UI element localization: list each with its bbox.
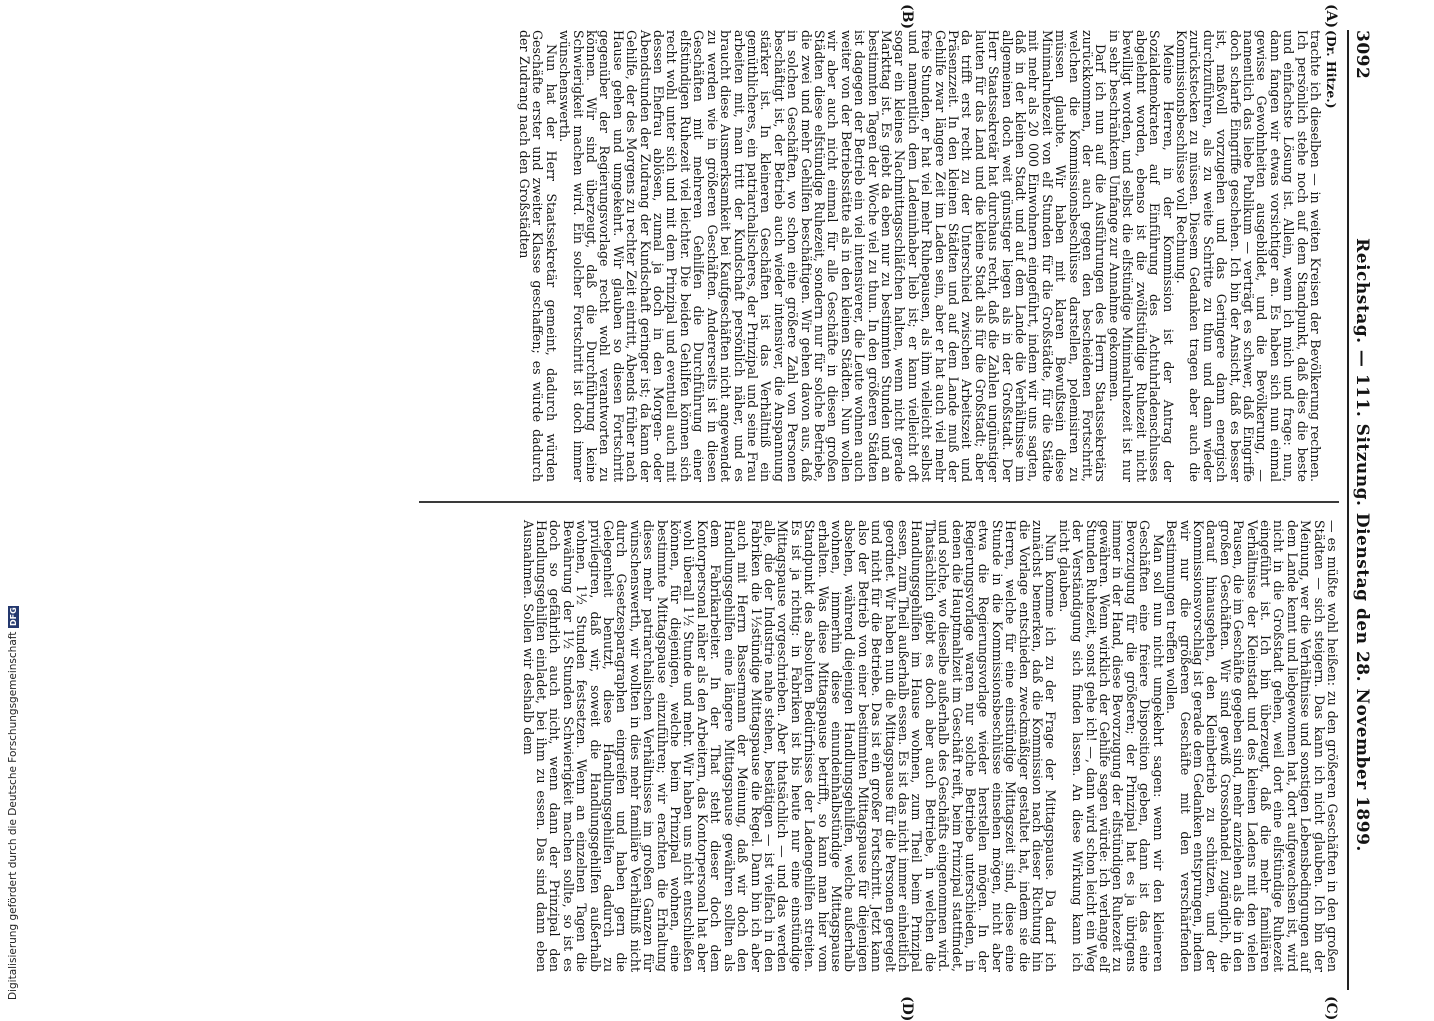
paragraph: Man soll nun nicht umgekehrt sagen: wenn wir den kleineren Geschäften eine freiere Disposition geben, dann ist das eine Bevorzugung für die größeren; der Prinzipal hat es ja übrigens immer in der Hand, diese Bevorzugung der elfstündigen Ruhezeit zu gewähren. Wenn wirklich der Gehilfe sagen würde: ich verlange elf Stunden Ruhezeit, sonst gehe ich! —, dann wird schon leicht ein Weg der Verständigung sich finden lassen. An diese Wirkung kann ich nicht glauben.	[1056, 520, 1166, 972]
digitization-credit-text: Digitalisierung gefördert durch die Deutsche Forschungsgemeinschaft	[7, 631, 19, 1000]
column-divider	[419, 501, 1339, 503]
paragraph: Nun hat der Herr Staatssekretär gemeint, dadurch würden Geschäfte erster und zweiter Klasse geschaffen; es würde dadurch der Zudrang nach den Großstädten	[517, 30, 559, 482]
right-column	[419, 520, 1339, 972]
left-column	[419, 30, 1339, 482]
digitization-credit	[6, 130, 20, 1000]
dfg-logo: DFG	[8, 607, 18, 626]
page-title: Reichstag. — 111. Sitzung. Dienstag den 28. November 1899.	[1352, 238, 1372, 852]
paragraph: trachte ich dieselben — in weiten Kreisen der Bevölkerung rechnen. Ich persönlich stehe noch auf dem Standpunkt, daß dies die beste und einfachste Lösung ist. Allein, wenn ich mich und frage: nun, dann fangen wir etwas vorsichtiger an. Es haben sich nun einmal gewisse Gewohnheiten ausgebildet, und die Bevölkerung, — namentlich das liebe Publikum — verträgt es schwer, daß Eingriffe doch scharfe Eingriffe geschehen. Ich bin der Ansicht, daß es besser ist, maßvoll vorzugehen und das Geringere dann energisch durchzuführen, als zu weite Schritte zu thun und dann wieder zurückstecken zu müssen. Diesem Gedanken tragen aber auch die Kommissionsbeschlüsse voll Rechnung.	[1173, 30, 1323, 482]
paragraph: — es müßte wohl heißen: zu den größeren Geschäften in den großen Städten — sich steigern. Das kann ich nicht glauben. Ich bin der Meinung, wer die Verhältnisse und sonstigen Lebensbedingungen auf dem Lande kennt und liebgewonnen hat, dort aufgewachsen ist, wird nicht in die Großstadt gehen, weil dort eine elfstündige Ruhezeit eingeführt ist. Ich bin überzeugt, daß die mehr familiären Verhältnisse der Kleinstadt und des kleinen Ladens mit den vielen Pausen, die im Geschäfte gegeben sind, mehr anziehen als die in den großen Geschäften. Wir sind gewiß Grossohandel zugänglich, die darauf hinausgehen, den Kleinbetrieb zu schützen, und der Kommissionsvorschlag ist gerade dem Gedanken entsprungen, indem wir nur die größeren Geschäfte mit den verschärfenden Bestimmungen treffen wollen.	[1164, 520, 1340, 972]
paragraph: Nun komme ich zu der Frage der Mittagspause. Da darf ich zunächst bemerken, daß die Kommission nach dieser Richtung hin die Vorlage entschieden zweckmäßiger gestaltet hat, indem sie die Herren, welche für eine einstündige Mittagszeit sind, diese eine Stunde in die Kommissionsbeschlüsse einsehen mögen, nicht aber etwa die Regierungsvorlage wieder herstellen mögen. In der Regierungsvorlage waren nur solche Betriebe unterschieden, in denen die Hauptmahlzeit im Geschäft reift, beim Prinzipal stattfindet, und solche, wo dieselbe außerhalb des Geschäfts eingenommen wird. Thatsächlich giebt es doch aber auch Betriebe, in welchen die Handlungsgehilfen im Hause wohnen, zum Theil beim Prinzipal essen, zum Theil außerhalb essen. Es ist das nicht immer einheitlich geordnet. Wir haben nun die Mittagspause für die Personen geregelt und nicht für die Betriebe. Das ist ein großer Fortschritt. Jetzt kann also der Betrieb von einer bestimmten Mittagspause für diejenigen absehen, während diejenigen Handlungsgehilfen, welche außerhalb wohnen, immerhin diese einundeinhalbstündige Mittagspause erhalten. Was diese Mittagspause betrifft, so kann man hier vom Standpunkt des absoluten Bedürfnisses der Ladengehilfen streiten. Es ist ja richtig: in Fabriken ist bis heute nur eine einstündige Mittagspause vorgeschrieben. Aber thatsächlich — und das werden alle, die der Industrie nahe stehen, bestätigen — ist vielfach in den Fabriken die 1½stündige Mittagspause die Regel. Dann bin ich aber auch mit Herrn Bassermann der Meinung, daß wir doch den Handlungsgehilfen eine längere Mittagspause gewähren sollten als dem Fabrikarbeiter. In der That steht dieser doch dem Kontorpersonal näher als den Arbeitern, das Kontorpersonal hat aber wohl überall 1½ Stunde und mehr. Wir haben uns nicht entschließen können, für diejenigen, welche beim Prinzipal wohnen, eine bestimmte Mittagspause einzuführen; wir erachten die Erhaltung dieses mehr patriarchalischen Verhältnisses im großen Ganzen für wünschenswerth, wir wollten in dies mehr familiäre Verhältniß nicht durch Gesetzesparagraphen eingreifen und haben gern die Gelegenheit benutzt, diese Handlungsgehilfen dadurch zu privilegiren, daß wir, soweit die Handlungsgehilfen außerhalb wohnen, 1½ Stunden festsetzen. Wenn an einzelnen Tagen die Bewährung der 1½ Stunden Schwierigkeit machen sollte, so ist es doch so gefährlich auch nicht, wenn dann der Prinzipal den Handlungsgehilfen einladet, bei ihm zu essen. Das sind dann eben Ausnahmen. Sollen wir deshalb dem	[520, 520, 1059, 972]
margin-mark-a: (A)	[1323, 4, 1339, 29]
margin-mark-b: (B)	[899, 4, 915, 30]
document-page	[75, 4, 1375, 1021]
page-header	[1347, 30, 1375, 990]
speaker-label: (Dr. Hitze.)	[1324, 30, 1339, 109]
paragraph: Darf ich nun auf die Ausführungen des Herrn Staatssekretärs zurückkommen, der auch gegen den bescheidenen Fortschritt, welchen die Kommissionsbeschlüsse darstellen, polemisiren zu müssen glaubte. Wir haben mit klaren Bewußtsein diese Minimalruhezeit von elf Stunden für die Großstädte, für die Städte mit mehr als 20 000 Einwohnern eingeführt, indem wir uns sagten, daß in der kleinen Stadt und auf dem Lande die Verhältnisse im allgemeinen doch weit günstiger liegen als in der Großstadt. Der Herr Staatssekretär hat durchaus recht, daß die Zahlen ungünstiger lauten für das Land und die kleine Stadt als für die Großstadt; aber da trifft erst recht zu der Unterschied zwischen Arbeitszeit und Präsenzzeit. In den kleinen Städten und auf dem Lande muß der Gehilfe zwar längere Zeit im Laden sein, aber er hat auch viel mehr freie Stunden, er hat viel mehr Ruhepausen, als ihm vielleicht selbst und namentlich dem Ladeninhaber lieb ist; er kann vielleicht oft sogar ein kleines Nachmittagsschläfchen halten, wenn nicht gerade Markttag ist. Es giebt da eben nur zu bestimmten Stunden und an bestimmten Tagen der Woche viel zu thun. In den größeren Städten ist dagegen der Betrieb ein viel intensiverer, die Leute wohnen auch weiter von der Betriebsstätte als in den kleinen Städten. Nun wollen wir aber auch nicht einmal für alle Geschäfte in diesen großen Städten diese elfstündige Ruhezeit, sondern nur für solche Betriebe, die zwei und mehr Gehilfen beschäftigen. Wir gehen davon aus, daß in solchen Geschäften, wo schon eine größere Zahl von Personen beschäftigt ist, der Betrieb auch wieder intensiver, die Anspannung stärker ist. In kleineren Geschäften ist das Verhältniß ein gemüthlicheres, ein patriarchalischeres, der Prinzipal und seine Frau arbeiten mit, man tritt der Kundschaft persönlich näher, und es braucht diese Ausmerksamkeit bei Kaufgeschäften nicht angewendet zu werden wie in größeren Geschäften. Andererseits ist in diesen Geschäften mit mehreren Gehilfen die Durchführung einer elfstündigen Ruhezeit viel leichter. Die beiden Gehilfen können sich recht wohl unter sich und mit dem Prinzipal und eventuell auch mit dessen Ehefrau ablösen, zumal ja doch in den Morgen- oder Abendstunden der Zudrang der Kundschaft geringer ist; da kann der Gehilfe, der des Morgens zu rechter Zeit eintritt, Abends früher nach Hause gehen und umgekehrt. Wir glauben so diesen Fortschritt gegenüber der Regierungsvorlage recht wohl verantworten zu können. Wir sind überzeugt, daß die Durchführung keine Schwierigkeit machen wird. Ein solcher Fortschritt ist doch immer wünschenswerth.	[557, 30, 1109, 482]
margin-mark-d: (D)	[899, 996, 915, 1021]
paragraph: Meine Herren, in der Kommission ist der Antrag der Sozialdemokraten auf Einführung des Achtuhrladenschlusses abgelehnt worden, ebenso ist die zwölfstündige Ruhezeit nicht bewilligt worden, und selbst die elfstündige Minimalruhezeit ist nur in sehr beschränktem Umfange zur Annahme gekommen.	[1106, 30, 1176, 482]
page-number: 3092	[1352, 30, 1372, 80]
margin-mark-c: (C)	[1323, 996, 1339, 1021]
